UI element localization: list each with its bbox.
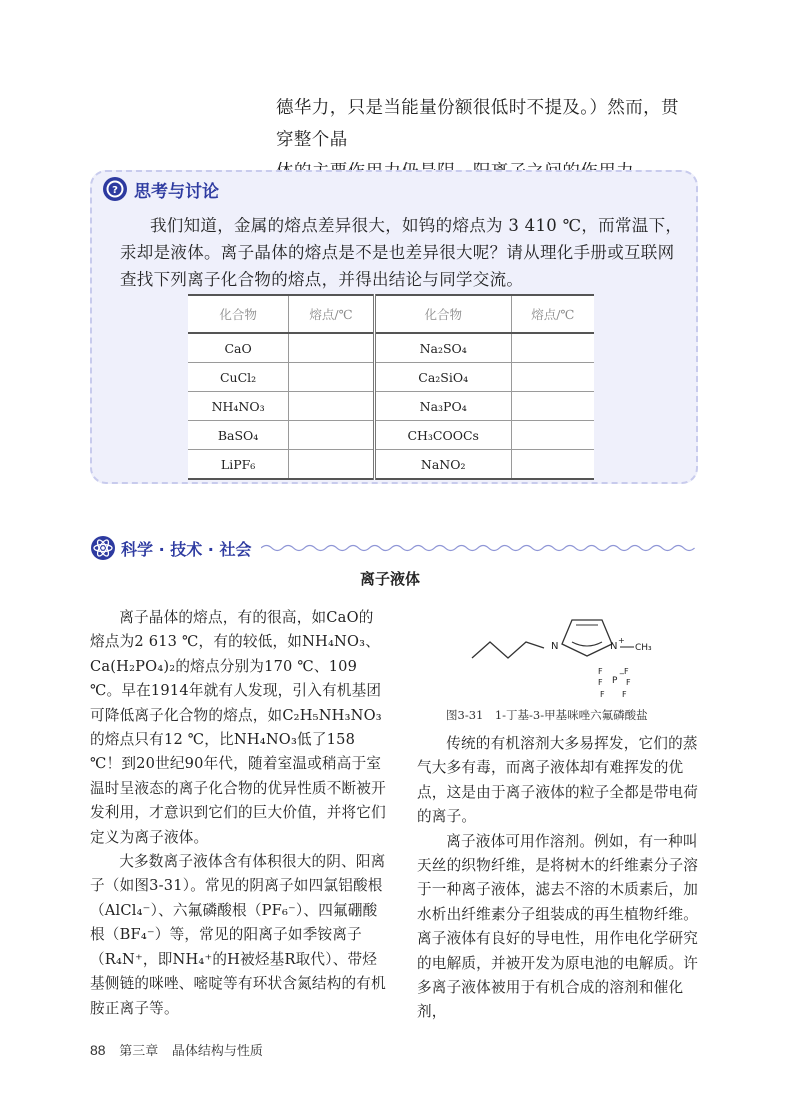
question-bubble-icon bbox=[102, 176, 128, 202]
atom-icon bbox=[90, 535, 116, 561]
table-header-compound-left: 化合物 bbox=[188, 295, 289, 333]
table-row bbox=[188, 421, 594, 450]
compound-cell: Na₃PO₄ bbox=[374, 392, 511, 421]
science-section-title: 科学 · 技术 · 社会 bbox=[121, 539, 252, 559]
table-header-compound-right: 化合物 bbox=[374, 295, 511, 333]
svg-text:?: ? bbox=[112, 185, 118, 196]
table-row bbox=[188, 363, 594, 392]
left-paragraph-1: 离子晶体的熔点，有的很高，如CaO的熔点为2 613 ℃，有的较低，如NH₄NO₃、Ca(H₂PO₄)₂的熔点分别为170 ℃、109 ℃。早在1914年就有人发现，引入有机基团可降低离子化合物的熔点，如C₂H₅NH₃NO₃的熔点只有12 ℃，比NH₄NO₃低了158 ℃！到20世纪90年代，随着室温或稍高于室温时呈液态的离子化合物的优异性质不断被开发利用，才意识到它们的巨大价值，并将它们定义为离子液体。 bbox=[90, 609, 386, 846]
compound-cell: CaO bbox=[188, 333, 289, 363]
right-paragraph-2: 离子液体可用作溶剂。例如，有一种叫天丝的织物纤维，是将树木的纤维素分子溶于一种离子液体，滤去不溶的木质素后，加水析出纤维素分子组装成的再生植物纤维。离子液体有良好的导电性，用作电化学研究的电解质，并被开发为原电池的电解质。许多离子液体被用于有机合成的溶剂和催化剂， bbox=[417, 832, 699, 1021]
compound-cell: NH₄NO₃ bbox=[188, 392, 289, 421]
fluorine-label: F bbox=[624, 667, 629, 676]
empty-mp-cell bbox=[289, 392, 375, 421]
compound-cell: CuCl₂ bbox=[188, 363, 289, 392]
table-row bbox=[188, 392, 594, 421]
chapter-number: 第三章 bbox=[119, 1043, 159, 1058]
discussion-header bbox=[102, 174, 219, 204]
chapter-title: 晶体结构与性质 bbox=[171, 1043, 263, 1058]
page-footer bbox=[90, 1040, 273, 1059]
compound-cell: CH₃COOCs bbox=[374, 421, 511, 450]
nitrogen-label: N bbox=[610, 641, 618, 652]
right-column bbox=[417, 732, 702, 1025]
fluorine-label: F bbox=[600, 690, 605, 699]
fluorine-label: F bbox=[598, 667, 603, 676]
compound-cell: BaSO₄ bbox=[188, 421, 289, 450]
positive-charge: + bbox=[618, 636, 625, 645]
right-paragraph-1: 传统的有机溶剂大多易挥发，它们的蒸气大多有毒，而离子液体却有难挥发的优点，这是由于离子液体的粒子全都是带电荷的离子。 bbox=[417, 735, 699, 826]
compound-cell: Na₂SO₄ bbox=[374, 333, 511, 363]
discussion-body: 我们知道，金属的熔点差异很大，如钨的熔点为 3 410 ℃，而常温下，汞却是液体。离子晶体的熔点是不是也差异很大呢？请从理化手册或互联网查找下列离子化合物的熔点，并得出结论与同学交流。 bbox=[120, 216, 683, 289]
fluorine-label: F bbox=[622, 690, 627, 699]
table-row bbox=[188, 333, 594, 363]
table-row bbox=[188, 450, 594, 480]
wave-divider bbox=[261, 543, 695, 553]
methyl-label: CH₃ bbox=[635, 643, 652, 653]
fluorine-label: F bbox=[598, 678, 603, 687]
empty-mp-cell bbox=[511, 421, 594, 450]
ionic-liquid-structure-figure bbox=[462, 612, 682, 702]
table-header-mp-left: 熔点/℃ bbox=[289, 295, 375, 333]
table-header-mp-right: 熔点/℃ bbox=[511, 295, 594, 333]
melting-point-table bbox=[188, 294, 594, 480]
discussion-text bbox=[120, 212, 685, 293]
fluorine-label: F bbox=[626, 678, 631, 687]
compound-cell: LiPF₆ bbox=[188, 450, 289, 480]
left-paragraph-2: 大多数离子液体含有体积很大的阴、阳离子（如图3-31）。常见的阴离子如四氯铝酸根（AlCl₄⁻）、六氟磷酸根（PF₆⁻）、四氟硼酸根（BF₄⁻）等，常见的阳离子如季铵离子（R₄N⁺，即NH₄⁺的H被烃基R取代）、带烃基侧链的咪唑、嘧啶等有环状含氮结构的有机胺正离子等。 bbox=[90, 853, 386, 1017]
empty-mp-cell bbox=[511, 363, 594, 392]
left-column bbox=[90, 606, 388, 1021]
nitrogen-label: N bbox=[551, 641, 559, 652]
empty-mp-cell bbox=[511, 333, 594, 363]
empty-mp-cell bbox=[289, 363, 375, 392]
figure-caption: 图3-31 1-丁基-3-甲基咪唑六氟磷酸盐 bbox=[446, 708, 648, 722]
discussion-title: 思考与讨论 bbox=[134, 181, 219, 202]
article-title: 离子液体 bbox=[359, 570, 420, 588]
science-section-header bbox=[90, 535, 695, 561]
compound-cell: Ca₂SiO₄ bbox=[374, 363, 511, 392]
negative-charge: − bbox=[619, 670, 625, 678]
empty-mp-cell bbox=[289, 333, 375, 363]
empty-mp-cell bbox=[511, 450, 594, 480]
empty-mp-cell bbox=[511, 392, 594, 421]
intro-line-1: 德华力，只是当能量份额很低时不提及。）然而，贯穿整个晶 bbox=[276, 98, 679, 150]
phosphorus-label: P bbox=[612, 676, 618, 686]
compound-cell: NaNO₂ bbox=[374, 450, 511, 480]
empty-mp-cell bbox=[289, 450, 375, 480]
empty-mp-cell bbox=[289, 421, 375, 450]
butyl-chain bbox=[472, 642, 544, 658]
page-number: 88 bbox=[90, 1042, 106, 1058]
